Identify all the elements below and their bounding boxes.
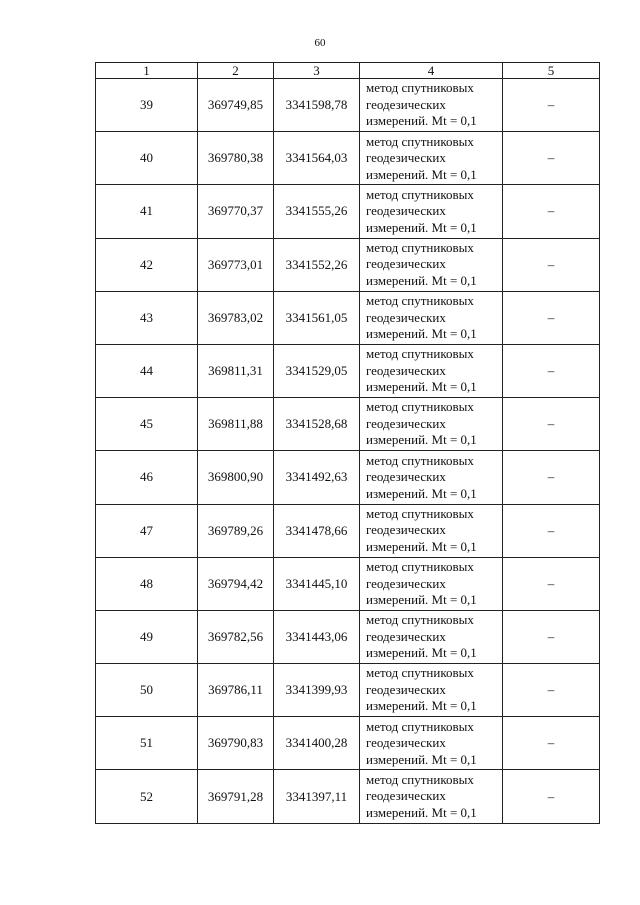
- note-cell: –: [503, 238, 600, 291]
- table-row: [96, 238, 600, 291]
- point-number-cell: 42: [96, 238, 198, 291]
- column-header-4: 4: [360, 63, 503, 79]
- method-cell: [360, 451, 503, 504]
- method-line: геодезических: [366, 681, 446, 697]
- point-number-cell: 52: [96, 770, 198, 823]
- coordinates-table: [95, 62, 600, 824]
- y-coordinate-cell: 3341529,05: [274, 344, 360, 397]
- point-number-cell: 48: [96, 557, 198, 610]
- table-row: [96, 344, 600, 397]
- x-coordinate-cell: 369794,42: [198, 557, 274, 610]
- method-line: измерений. Mt = 0,1: [366, 219, 477, 235]
- method-line: метод спутниковых: [366, 186, 474, 202]
- x-coordinate-cell: 369783,02: [198, 291, 274, 344]
- method-line: измерений. Mt = 0,1: [366, 751, 477, 767]
- point-number-cell: 47: [96, 504, 198, 557]
- point-number-cell: 49: [96, 610, 198, 663]
- y-coordinate-cell: 3341399,93: [274, 664, 360, 717]
- method-line: измерений. Mt = 0,1: [366, 485, 477, 501]
- point-number-cell: 45: [96, 398, 198, 451]
- method-line: измерений. Mt = 0,1: [366, 432, 477, 448]
- table-row: [96, 132, 600, 185]
- method-line: измерений. Mt = 0,1: [366, 113, 477, 129]
- table-row: [96, 557, 600, 610]
- method-line: измерений. Mt = 0,1: [366, 698, 477, 714]
- method-line: геодезических: [366, 96, 446, 112]
- point-number-cell: 50: [96, 664, 198, 717]
- table-row: [96, 664, 600, 717]
- method-cell: [360, 79, 503, 132]
- method-line: метод спутниковых: [366, 346, 474, 362]
- table-row: [96, 610, 600, 663]
- method-line: метод спутниковых: [366, 612, 474, 628]
- method-line: метод спутниковых: [366, 452, 474, 468]
- note-cell: –: [503, 398, 600, 451]
- x-coordinate-cell: 369786,11: [198, 664, 274, 717]
- column-header-5: 5: [503, 63, 600, 79]
- method-line: измерений. Mt = 0,1: [366, 272, 477, 288]
- method-cell: [360, 132, 503, 185]
- table-row: [96, 291, 600, 344]
- method-line: измерений. Mt = 0,1: [366, 592, 477, 608]
- table-row: [96, 79, 600, 132]
- method-cell: [360, 291, 503, 344]
- column-header-3: 3: [274, 63, 360, 79]
- method-line: измерений. Mt = 0,1: [366, 804, 477, 820]
- method-line: измерений. Mt = 0,1: [366, 538, 477, 554]
- method-line: геодезических: [366, 362, 446, 378]
- table-row: [96, 185, 600, 238]
- x-coordinate-cell: 369811,31: [198, 344, 274, 397]
- y-coordinate-cell: 3341397,11: [274, 770, 360, 823]
- method-line: метод спутниковых: [366, 559, 474, 575]
- table-row: [96, 451, 600, 504]
- method-line: метод спутниковых: [366, 293, 474, 309]
- point-number-cell: 51: [96, 717, 198, 770]
- x-coordinate-cell: 369780,38: [198, 132, 274, 185]
- method-cell: [360, 185, 503, 238]
- method-line: геодезических: [366, 628, 446, 644]
- note-cell: –: [503, 132, 600, 185]
- note-cell: –: [503, 451, 600, 504]
- y-coordinate-cell: 3341443,06: [274, 610, 360, 663]
- method-line: метод спутниковых: [366, 133, 474, 149]
- point-number-cell: 40: [96, 132, 198, 185]
- column-header-2: 2: [198, 63, 274, 79]
- page-number: 60: [314, 37, 326, 49]
- method-line: измерений. Mt = 0,1: [366, 326, 477, 342]
- point-number-cell: 39: [96, 79, 198, 132]
- table-row: [96, 770, 600, 823]
- method-line: измерений. Mt = 0,1: [366, 645, 477, 661]
- y-coordinate-cell: 3341561,05: [274, 291, 360, 344]
- method-line: метод спутниковых: [366, 665, 474, 681]
- y-coordinate-cell: 3341552,26: [274, 238, 360, 291]
- method-cell: [360, 664, 503, 717]
- method-cell: [360, 770, 503, 823]
- point-number-cell: 46: [96, 451, 198, 504]
- method-cell: [360, 610, 503, 663]
- y-coordinate-cell: 3341492,63: [274, 451, 360, 504]
- method-line: измерений. Mt = 0,1: [366, 166, 477, 182]
- method-cell: [360, 504, 503, 557]
- method-line: метод спутниковых: [366, 718, 474, 734]
- table-row: [96, 398, 600, 451]
- table-row: [96, 504, 600, 557]
- note-cell: –: [503, 504, 600, 557]
- x-coordinate-cell: 369782,56: [198, 610, 274, 663]
- method-line: метод спутниковых: [366, 399, 474, 415]
- y-coordinate-cell: 3341564,03: [274, 132, 360, 185]
- y-coordinate-cell: 3341555,26: [274, 185, 360, 238]
- y-coordinate-cell: 3341478,66: [274, 504, 360, 557]
- note-cell: –: [503, 557, 600, 610]
- method-line: метод спутниковых: [366, 505, 474, 521]
- x-coordinate-cell: 369749,85: [198, 79, 274, 132]
- method-line: метод спутниковых: [366, 239, 474, 255]
- method-cell: [360, 717, 503, 770]
- x-coordinate-cell: 369800,90: [198, 451, 274, 504]
- x-coordinate-cell: 369770,37: [198, 185, 274, 238]
- point-number-cell: 43: [96, 291, 198, 344]
- note-cell: –: [503, 79, 600, 132]
- method-line: геодезических: [366, 309, 446, 325]
- point-number-cell: 41: [96, 185, 198, 238]
- table-body: [96, 79, 600, 824]
- method-cell: [360, 398, 503, 451]
- note-cell: –: [503, 185, 600, 238]
- x-coordinate-cell: 369790,83: [198, 717, 274, 770]
- method-line: геодезических: [366, 469, 446, 485]
- method-cell: [360, 238, 503, 291]
- method-line: геодезических: [366, 735, 446, 751]
- x-coordinate-cell: 369791,28: [198, 770, 274, 823]
- table-row: [96, 717, 600, 770]
- x-coordinate-cell: 369773,01: [198, 238, 274, 291]
- method-line: геодезических: [366, 415, 446, 431]
- note-cell: –: [503, 610, 600, 663]
- y-coordinate-cell: 3341445,10: [274, 557, 360, 610]
- method-line: измерений. Mt = 0,1: [366, 379, 477, 395]
- note-cell: –: [503, 664, 600, 717]
- note-cell: –: [503, 291, 600, 344]
- method-cell: [360, 344, 503, 397]
- x-coordinate-cell: 369811,88: [198, 398, 274, 451]
- y-coordinate-cell: 3341598,78: [274, 79, 360, 132]
- method-cell: [360, 557, 503, 610]
- note-cell: –: [503, 344, 600, 397]
- method-line: геодезических: [366, 522, 446, 538]
- method-line: метод спутниковых: [366, 80, 474, 96]
- method-line: геодезических: [366, 788, 446, 804]
- method-line: геодезических: [366, 256, 446, 272]
- table-header: [96, 63, 600, 79]
- header-row: [96, 63, 600, 79]
- y-coordinate-cell: 3341400,28: [274, 717, 360, 770]
- method-line: геодезических: [366, 150, 446, 166]
- column-header-1: 1: [96, 63, 198, 79]
- x-coordinate-cell: 369789,26: [198, 504, 274, 557]
- note-cell: –: [503, 770, 600, 823]
- method-line: геодезических: [366, 203, 446, 219]
- method-line: метод спутниковых: [366, 771, 474, 787]
- y-coordinate-cell: 3341528,68: [274, 398, 360, 451]
- note-cell: –: [503, 717, 600, 770]
- method-line: геодезических: [366, 575, 446, 591]
- point-number-cell: 44: [96, 344, 198, 397]
